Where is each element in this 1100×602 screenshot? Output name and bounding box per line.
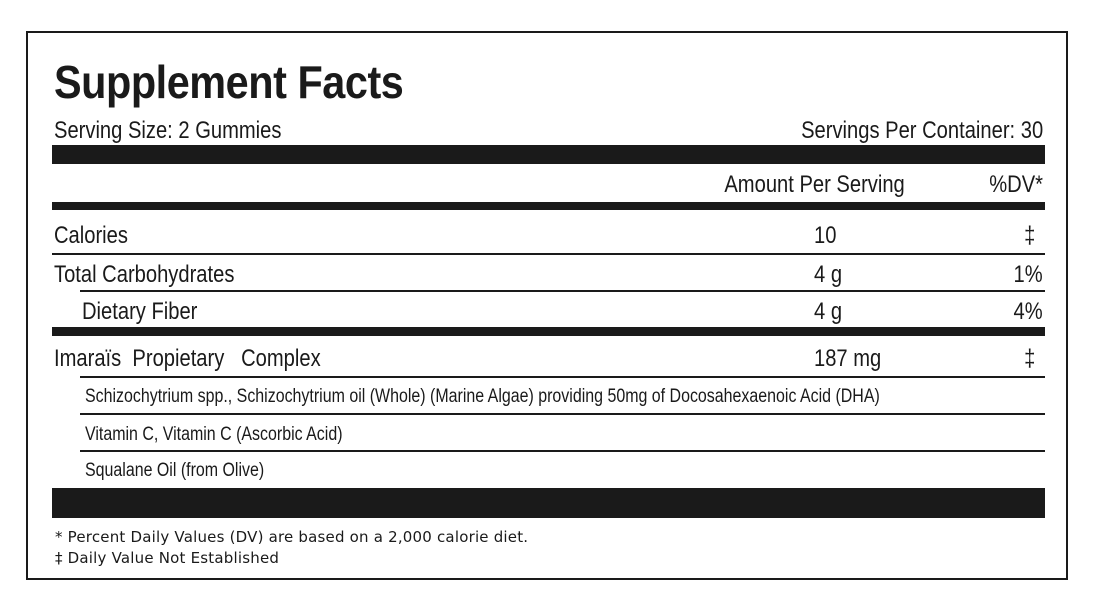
dv-header: %DV* bbox=[989, 171, 1043, 198]
row-dv-total-carbohydrates: 1% bbox=[1013, 261, 1043, 288]
row-divider bbox=[80, 290, 1045, 292]
ingredient-item: Vitamin C, Vitamin C (Ascorbic Acid) bbox=[85, 424, 343, 445]
row-label-calories: Calories bbox=[54, 222, 128, 249]
panel-title: Supplement Facts bbox=[54, 56, 404, 108]
row-label-total-carbohydrates: Total Carbohydrates bbox=[54, 261, 235, 288]
footnote-percent-dv: * Percent Daily Values (DV) are based on a 2,000 calorie diet. bbox=[55, 528, 529, 546]
row-amount-calories: 10 bbox=[814, 222, 837, 249]
serving-size: Serving Size: 2 Gummies bbox=[54, 117, 282, 144]
row-label-dietary-fiber: Dietary Fiber bbox=[82, 298, 198, 325]
medium-divider-complex bbox=[52, 327, 1045, 336]
row-amount-total-carbohydrates: 4 g bbox=[814, 261, 843, 288]
row-dv-proprietary-complex: ‡ bbox=[1023, 345, 1035, 372]
row-amount-dietary-fiber: 4 g bbox=[814, 298, 843, 325]
row-divider bbox=[80, 450, 1045, 452]
amount-per-serving-header: Amount Per Serving bbox=[724, 171, 905, 198]
row-dv-dietary-fiber: 4% bbox=[1013, 298, 1043, 325]
row-divider bbox=[52, 253, 1045, 255]
row-amount-proprietary-complex: 187 mg bbox=[814, 345, 882, 372]
servings-per-container: Servings Per Container: 30 bbox=[800, 117, 1043, 144]
ingredient-item: Schizochytrium spp., Schizochytrium oil (Whole) (Marine Algae) providing 50mg of Docosahexaenoic Acid (DHA) bbox=[85, 386, 880, 407]
row-label-proprietary-complex: Imaraïs Propietary Complex bbox=[54, 345, 321, 372]
thick-divider-bottom bbox=[52, 488, 1045, 518]
medium-divider-header bbox=[52, 202, 1045, 210]
footnote-daily-value: ‡ Daily Value Not Established bbox=[55, 549, 280, 567]
row-dv-calories: ‡ bbox=[1023, 222, 1035, 249]
thick-divider-top bbox=[52, 145, 1045, 164]
row-divider bbox=[80, 376, 1045, 378]
ingredient-item: Squalane Oil (from Olive) bbox=[85, 460, 265, 481]
row-divider bbox=[80, 413, 1045, 415]
